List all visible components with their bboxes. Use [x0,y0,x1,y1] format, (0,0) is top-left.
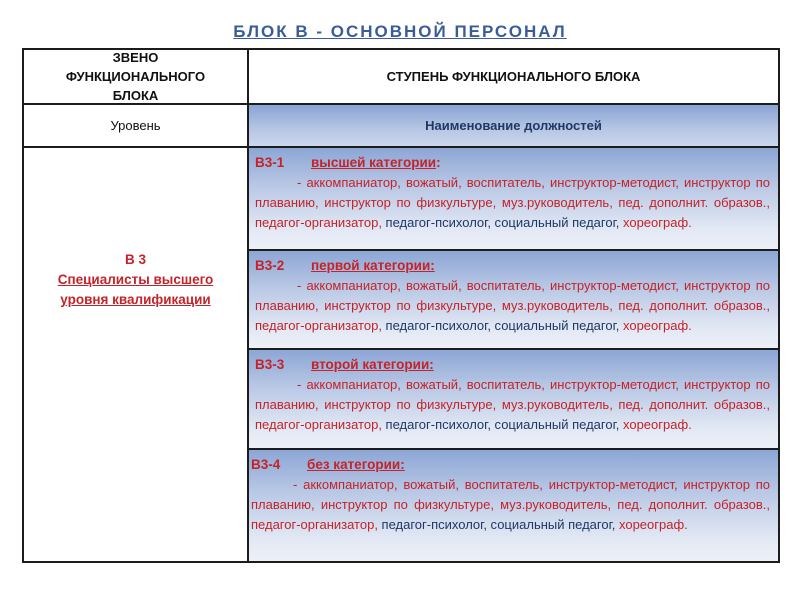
row-category-heading [255,354,772,375]
subheader-uroven: Уровень [24,105,249,148]
positions-red-1: - аккомпаниатор, вожатый, воспитатель, инструктор-методист, инструктор по плаванию, инструктор по физкультуре, муз.руководитель, пед. дополнит. образов., педагог-организатор, [255,175,770,230]
row-category-heading [251,454,772,475]
row-category: без категории: [307,457,405,472]
positions-red-2: хореограф. [622,417,692,432]
row-category: второй категории: [311,357,434,372]
row-positions [255,375,772,435]
row-category: высшей категории [311,155,437,170]
row-category-suffix: : [436,155,441,170]
row-category: первой категории: [311,258,435,273]
positions-red-2: хореограф. [622,318,692,333]
row-positions [251,475,772,535]
left-cell-label: Специалисты высшего уровня квалификации [57,272,214,307]
table-row-v3-1 [249,148,778,251]
right-body [249,148,778,561]
subheader-naimenovanie: Наименование должностей [249,105,778,148]
page-title: БЛОК В - ОСНОВНОЙ ПЕРСОНАЛ [233,22,567,41]
row-code: В3-4 [251,457,281,472]
header-zveno: ЗВЕНО ФУНКЦИОНАЛЬНОГО БЛОКА [24,50,249,105]
table-row-v3-2 [249,251,778,350]
left-cell-v3 [24,148,249,561]
row-code: В3-1 [255,155,285,170]
row-positions [255,276,772,336]
personnel-table [22,48,780,563]
row-positions [255,173,772,233]
row-category-heading [255,255,772,276]
left-cell-code: В 3 [124,252,146,267]
row-category-heading [255,152,772,173]
positions-red-1: - аккомпаниатор, вожатый, воспитатель, инструктор-методист, инструктор по плаванию, инструктор по физкультуре, муз.руководитель, пед. дополнит. образов., педагог-организатор, [255,377,770,432]
table-row-v3-3 [249,350,778,450]
positions-red-1: - аккомпаниатор, вожатый, воспитатель, инструктор-методист, инструктор по плаванию, инструктор по физкультуре, муз.руководитель, пед. дополнит. образов., педагог-организатор, [255,278,770,333]
positions-red-2: хореограф. [622,215,692,230]
positions-navy: педагог-психолог, социальный педагог, [381,517,619,532]
positions-navy: педагог-психолог, социальный педагог, [385,417,623,432]
positions-navy: педагог-психолог, социальный педагог, [385,215,623,230]
header-stupen: СТУПЕНЬ ФУНКЦИОНАЛЬНОГО БЛОКА [249,50,778,105]
table-row-v3-4 [249,450,778,561]
positions-red-1: - аккомпаниатор, вожатый, воспитатель, инструктор-методист, инструктор по плаванию, инструктор по физкультуре, муз.руководитель, пед. дополнит. образов., педагог-организатор, [251,477,770,532]
positions-red-2: хореограф. [618,517,688,532]
positions-navy: педагог-психолог, социальный педагог, [385,318,623,333]
row-code: В3-2 [255,258,285,273]
row-code: В3-3 [255,357,285,372]
